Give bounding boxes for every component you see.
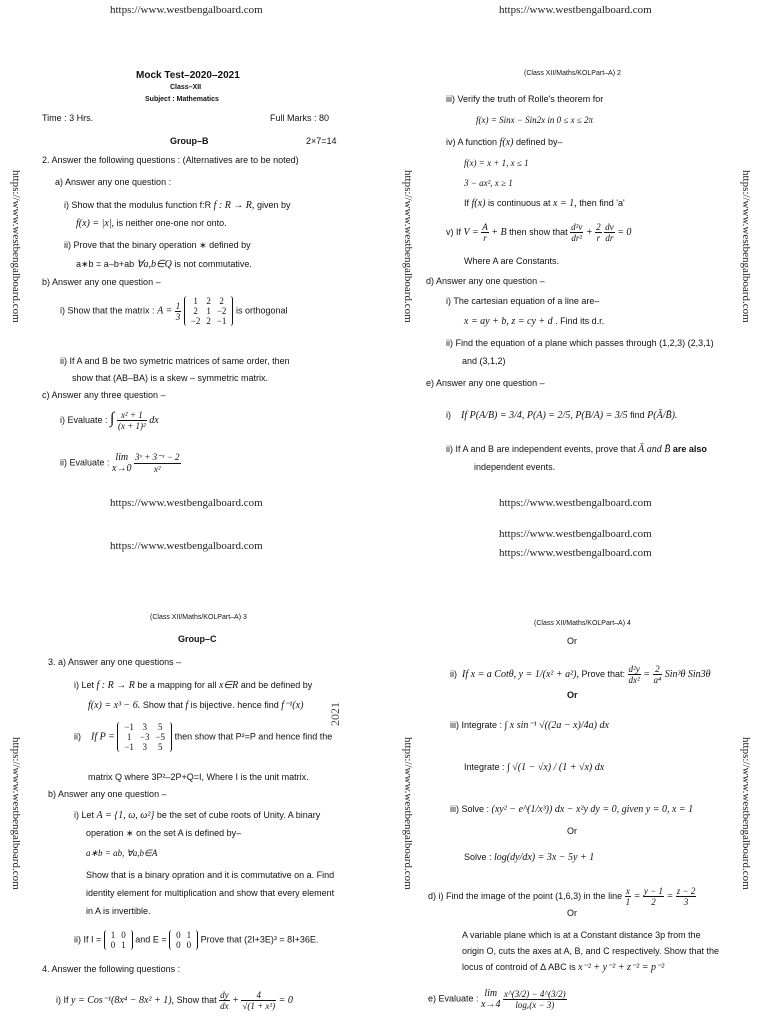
- site-url-top-1: https://www.westbengalboard.com: [499, 528, 652, 540]
- full-marks-label: Full Marks : 80: [270, 113, 330, 123]
- q-iii-solve: iii) Solve : (xy² − e^(1/x³)) dx − x²y dy = 0, given y = 0, x = 1: [450, 804, 694, 815]
- q-d-i: d) i) Find the image of the point (1,6,3) in the line $\frac{x}{1}$ = $\frac{y - 1}{2}$ = $\frac{z - 2}{3}$: [428, 886, 696, 907]
- or-label-2: Or: [567, 690, 578, 700]
- q3b-i-line6: in A is invertible.: [86, 906, 151, 916]
- matrix-I: 1 0 0 1: [104, 930, 133, 950]
- page-1: [0, 0, 384, 512]
- group-title: Group–C: [178, 634, 217, 644]
- site-url-side-left: https://www.westbengalboard.com: [402, 737, 414, 890]
- q-ii-prove: ii) If x = a Cotθ, y = 1/(x² + a²), Prove that: $\frac{\text{d²y}}{\text{dx²}}$ = $\frac{2}{\text{a⁴}}$ Sin³θ Sin3θ: [450, 664, 711, 685]
- fraction-one-third: $\frac{1}{3}$: [175, 300, 181, 322]
- site-url-side-right: https://www.westbengalboard.com: [740, 737, 752, 890]
- q3b-i-line2: operation ∗ on the set A is defined by–: [86, 828, 242, 838]
- q3b-i-line4: Show that is a binary opration and it is commutative on a. Find: [86, 870, 335, 880]
- q3b-heading: b) Answer any one question –: [48, 789, 167, 799]
- q-c-ii: ii) Evaluate : lim x→0 $\frac{\text{3ˣ + 3⁻ˣ − 2}}{\text{x²}}$: [60, 452, 180, 474]
- q3a-heading: 3. a) Answer any one questions –: [48, 657, 182, 667]
- q-e-ii-line2: independent events.: [474, 462, 556, 472]
- site-url-side-right: https://www.westbengalboard.com: [740, 170, 752, 323]
- q-e-ii-line1: ii) If A and B are independent events, prove that Ā and B̄ are also: [446, 444, 707, 455]
- q-variable-plane-line2: origin O, cuts the axes at A, B, and C respectively. Show that the: [462, 946, 719, 956]
- q4-heading: 4. Answer the following questions :: [42, 964, 181, 974]
- matrix-E: 0 1 0 0: [169, 930, 198, 950]
- page-4: [384, 512, 768, 1024]
- q3a-i-line2: f(x) = x³ − 6. Show that f is bijective. hence find f⁻¹(x): [88, 700, 304, 711]
- or-label-1: Or: [567, 636, 577, 646]
- page-3: [0, 512, 384, 1024]
- q-iv-line2: f(x) = x + 1, x ≤ 1: [464, 158, 529, 168]
- time-label: Time : 3 Hrs.: [42, 113, 94, 123]
- q3b-i-line1: i) Let A = {1, ω, ω²} be the set of cube roots of Unity. A binary: [74, 810, 321, 821]
- q-a-ii-line2: a∗b = a–b+ab ∀a,b∈Q is not commutative.: [76, 259, 252, 270]
- site-url-side-left: https://www.westbengalboard.com: [402, 170, 414, 323]
- q-iv-line4: If f(x) is continuous at x = 1, then find 'a': [464, 198, 625, 209]
- q-e-i: i) If P(A/B) = 3/4, P(A) = 2/5, P(B/A) = 3/5 find P(Ā/B̄).: [446, 410, 678, 421]
- class-label: Class–XII: [170, 84, 202, 91]
- q-solve-alt: Solve : log(dy/dx) = 3x − 5y + 1: [464, 852, 595, 863]
- limit-fraction: $\frac{\text{3ˣ + 3⁻ˣ − 2}}{\text{x²}}$: [135, 452, 180, 474]
- page-header: (Class XII/Maths/KOLPart–A) 3: [150, 614, 247, 621]
- q-b-i: i) Show that the matrix : A = $\frac{1}{3}$ 1 2 2 2 1 −2 −2 2 −1 is orthogonal: [60, 296, 288, 326]
- q-iii-line2: f(x) = Sinx − Sin2x in 0 ≤ x ≤ 2π: [476, 115, 594, 125]
- q3a-ii-line1: ii) If P = −1 3 5 1 −3 −5 −1 3 5 then show that P²=P and hence find the: [74, 722, 333, 752]
- or-label-4: Or: [567, 908, 577, 918]
- q-d-ii-line2: and (3,1,2): [462, 356, 506, 366]
- exam-title: Mock Test–2020–2021: [136, 70, 240, 81]
- site-url-side: https://www.westbengalboard.com: [10, 170, 22, 323]
- q-a-ii-line1: ii) Prove that the binary operation ∗ defined by: [64, 240, 251, 250]
- site-url-top: https://www.westbengalboard.com: [499, 4, 652, 16]
- page-2: [384, 0, 768, 512]
- q-b-ii-line2: show that (AB–BA) is a skew – symmetric matrix.: [72, 373, 269, 383]
- q-iii-integrate-2: Integrate : ∫ √(1 − √x) / (1 + √x) dx: [464, 762, 605, 773]
- q-d-i-line2: x = ay + b, z = cy + d . Find its d.r.: [464, 316, 605, 327]
- page-header: (Class XII/Maths/KOLPart–A) 4: [534, 620, 631, 627]
- site-url-bottom: https://www.westbengalboard.com: [499, 497, 652, 509]
- q-iii-line1: iii) Verify the truth of Rolle's theorem for: [446, 94, 604, 104]
- q-d-ii-line1: ii) Find the equation of a plane which passes through (1,2,3) (2,3,1): [446, 338, 714, 348]
- q3a-i-line1: i) Let f : R → R be a mapping for all x∈R and be defined by: [74, 680, 313, 691]
- matrix-P: −1 3 5 1 −3 −5 −1 3 5: [117, 722, 172, 752]
- integrand-fraction: $\frac{\text{x² + 1}}{\text{(x + 1)²}}$: [117, 410, 146, 432]
- q3b-i-line5: identity element for multiplication and show that every element: [86, 888, 335, 898]
- q-e-evaluate: e) Evaluate : lim x→4 $\frac{x\^{}(3/2) - 4\^{}(3/2)}{\text{logₑ(x − 3)}}$: [428, 988, 566, 1010]
- q-c-i: i) Evaluate : ∫ $\frac{\text{x² + 1}}{\text{(x + 1)²}}$ dx: [60, 410, 159, 432]
- q-variable-plane-line1: A variable plane which is at a Constant distance 3p from the: [462, 930, 701, 940]
- q-b-ii-line1: ii) If A and B be two symetric matrices of same order, then: [60, 356, 290, 366]
- q-d-i-line1: i) The cartesian equation of a line are–: [446, 296, 600, 306]
- q3b-i-line3: a∗b = ab, ∀a,b∈A: [86, 848, 158, 858]
- site-url-side: https://www.westbengalboard.com: [10, 737, 22, 890]
- group-marks: 2×7=14: [306, 136, 337, 146]
- section-d-heading: d) Answer any one question –: [426, 276, 545, 286]
- q-variable-plane-line3: locus of controid of Δ ABC is x⁻² + y⁻² + z⁻² = p⁻²: [462, 962, 665, 973]
- q-a-i-line2: f(x) = |x|, is neither one-one nor onto.: [76, 218, 227, 229]
- q-v-line1: v) If V = $\frac{A}{r}$ + B then show that $\frac{\text{d²v}}{\text{dr²}}$ + $\frac{2}{r}$ $\frac{dv}{dr}$ = 0: [446, 222, 632, 243]
- group-title: Group–B: [170, 136, 209, 146]
- subject-label: Subject : Mathematics: [145, 96, 219, 103]
- section-b-heading: b) Answer any one question –: [42, 277, 161, 287]
- q-iii-integrate-1: iii) Integrate : ∫ x sin⁻¹ √((2a − x)/4a) dx: [450, 720, 609, 731]
- q-iv-line3: 3 − ax², x ≥ 1: [464, 178, 513, 188]
- q4-i: i) If y = Cos⁻¹(8x⁴ − 8x² + 1), Show that $\frac{dy}{dx}$ + $\frac{4}{\text{√(1 + x²)}}$ = 0: [56, 990, 293, 1011]
- site-url-top: https://www.westbengalboard.com: [110, 540, 263, 552]
- site-url-top: https://www.westbengalboard.com: [110, 4, 263, 16]
- section-e-heading: e) Answer any one question –: [426, 378, 545, 388]
- q-iv-line1: iv) A function f(x) defined by–: [446, 137, 563, 148]
- q-a-i-line1: i) Show that the modulus function f:R f : R → R, given by: [64, 200, 291, 211]
- q3a-ii-line2: matrix Q where 3P²–2P+Q=I, Where I is the unit matrix.: [88, 772, 309, 782]
- matrix-A: 1 2 2 2 1 −2 −2 2 −1: [184, 296, 234, 326]
- section-c-heading: c) Answer any three question –: [42, 390, 166, 400]
- page-header: (Class XII/Maths/KOLPart–A) 2: [524, 70, 621, 77]
- site-url-top-2: https://www.westbengalboard.com: [499, 547, 652, 559]
- q2-instruction: 2. Answer the following questions : (Alternatives are to be noted): [42, 155, 299, 165]
- site-url-bottom: https://www.westbengalboard.com: [110, 497, 263, 509]
- stamp-year: 2021: [328, 702, 342, 726]
- q-v-line2: Where A are Constants.: [464, 256, 560, 266]
- or-label-3: Or: [567, 826, 577, 836]
- section-a-heading: a) Answer any one question :: [55, 177, 172, 187]
- q3b-ii: ii) If I = 1 0 0 1 and E = 0 1 0 0 Prove that (2I+3E)³ = 8I+36E.: [74, 930, 319, 950]
